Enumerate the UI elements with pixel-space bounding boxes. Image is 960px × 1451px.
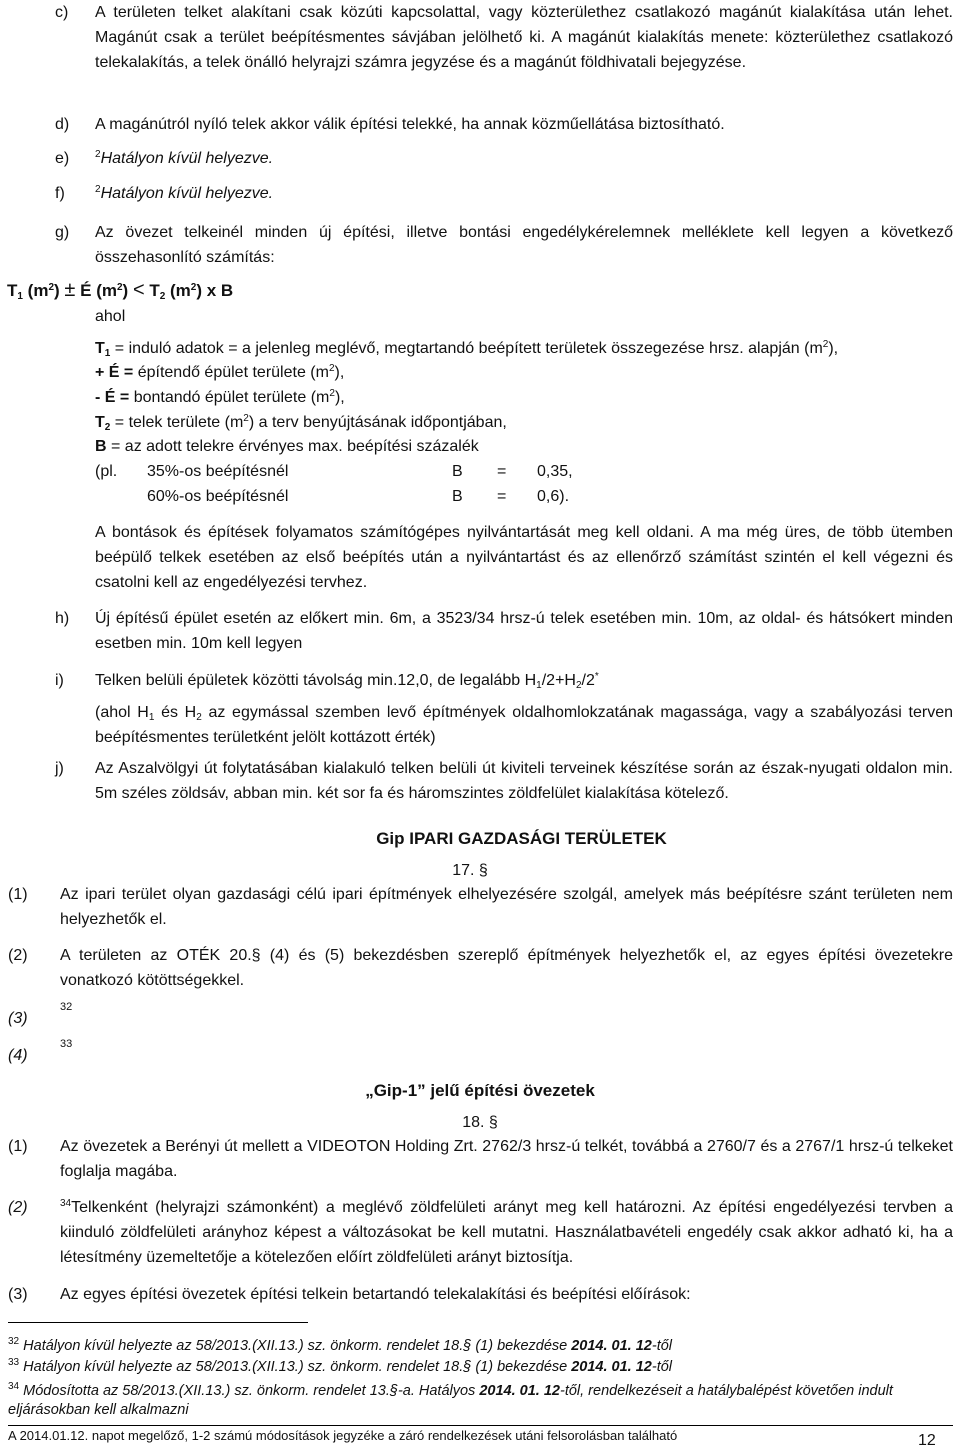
gip-p2-label: (2): [8, 947, 28, 964]
gip1-p1-label: (1): [8, 1138, 28, 1155]
item-d-label: d): [55, 116, 70, 133]
page-number: 12: [918, 1432, 936, 1449]
footnote-33: $^{33}$ Hatályon kívül helyezte az 58/2013.(XII.13.) sz. önkorm. rendelet 18.§ (1) bekezdése 2014. 01. 12-től: [8, 1357, 673, 1375]
gip-p4-label: (4): [8, 1047, 28, 1064]
item-e-text: $^2$Hatályon kívül helyezve.: [95, 149, 274, 167]
ahol-label: ahol: [95, 308, 126, 325]
example-2-desc: 60%-os beépítésnél: [147, 488, 289, 505]
def-t1: $T_1$ = induló adatok = a jelenleg meglévő, megtartandó beépített területek összegezése hrsz. alapján $(m^2)$,: [95, 339, 839, 359]
item-i-paragraph: (ahol $H_1$ és $H_2$ az egymással szemben levő építmények oldalhomlokzatának magassága, vagy a szabályozási terven beépítésmentes területként jelölt kottázott érték): [95, 704, 954, 746]
footer-note: A 2014.01.12. napot megelőző, 1-2 számú módosítások jegyzéke a záró rendelkezések utáni felsorolásban található: [8, 1428, 678, 1443]
section-title-gip1: „Gip-1” jelű építési övezetek: [365, 1081, 595, 1100]
example-1-eq: =: [497, 463, 507, 480]
gip-p1-label: (1): [8, 886, 28, 903]
item-i-label: i): [55, 672, 64, 689]
item-g-label: g): [55, 224, 70, 241]
item-d-text: A magánútról nyíló telek akkor válik építési telekké, ha annak közműellátása biztosítható.: [95, 116, 725, 133]
comparison-formula: $T_1$ $(m^2)$ ± É $(m^2) < T_2$ $(m^2)$ x B: [7, 279, 234, 302]
gip1-p3-text: Az egyes építési övezetek építési telkein betartandó telekalakítási és beépítési előírások:: [60, 1286, 691, 1303]
item-h-label: h): [55, 610, 70, 627]
gip1-p2-label: (2): [8, 1199, 28, 1216]
item-g-paragraph: A bontások és építések folyamatos számítógépes nyilvántartását meg kell oldani. A ma még üres, de több ütemben beépülő telkek esetében az első beépítés után a nyilvántartást és az ellenőrző számítást szintén el kell végezni és csatolni kell az engedélyezési tervhez.: [95, 524, 953, 591]
gip1-p3-label: (3): [8, 1286, 28, 1303]
item-i-text: Telken belüli épületek közötti távolság min.12,0, de legalább $H_1/2+H_2/2^*$: [95, 671, 599, 691]
gip1-p1-text: Az övezetek a Berényi út mellett a VIDEOTON Holding Zrt. 2762/3 hrsz-ú telkét, továbbá a 2760/7 és a 2767/1 hrsz-ú telkeket foglalja magába.: [60, 1138, 953, 1180]
def-minus-e: - É = bontandó épület területe $(m^2)$,: [95, 388, 345, 406]
example-2-eq: =: [497, 488, 507, 505]
section-number-18: 18. §: [462, 1114, 498, 1131]
gip-p4-footnote-ref: 33: [60, 1038, 73, 1050]
item-j-label: j): [55, 760, 64, 777]
item-f-label: f): [55, 185, 65, 202]
item-c-text: A területen telket alakítani csak közúti kapcsolattal, vagy közterülethez csatlakozó magánút kialakítása után lehet. Magánút csak a terület beépítésmentes sávjában jelölhető ki. A magánút kialakítás menete: közterülethez csatlakozó telekalakítás, a telek önálló helyrajzi számra jegyzése és a magánút földhivatali bejegyzése.: [95, 4, 953, 71]
footer-rule: [8, 1425, 953, 1426]
item-e-label: e): [55, 150, 70, 167]
item-h-text: Új építésű épület esetén az előkert min. 6m, a 3523/34 hrsz-ú telek esetében min. 10m, az oldal- és hátsókert minden esetben min. 10m kell legyen: [95, 610, 953, 652]
item-g-text: Az övezet telkeinél minden új építési, illetve bontási engedélykérelemnek melléklete kell legyen a következő összehasonlító számítás:: [95, 224, 953, 266]
example-1-b: B: [452, 463, 463, 480]
gip-p3-footnote-ref: 32: [60, 1001, 73, 1013]
section-title-gip: Gip IPARI GAZDASÁGI TERÜLETEK: [376, 829, 667, 848]
gip-p1-text: Az ipari terület olyan gazdasági célú ipari építmények elhelyezésére szolgál, amelyek más beépítésre szánt területen nem helyezhetők el.: [60, 886, 953, 928]
def-t2: $T_2$ = telek területe $(m^2)$ a terv benyújtásának időpontjában,: [95, 413, 507, 433]
gip1-p2-text: $^{34}$Telkenként (helyrajzi számonként) a meglévő zöldfelületi arányt meg kell határozni. Az építési engedélyezési tervben a kiinduló zöldfelületi arányhoz képest a változásokat be kell mutatni. Használatbavételi engedély csak akkor adható ki, ha a létesítmény üzemeltetője a kötelezően előírt zöldfelületi arányt biztosítja.: [60, 1198, 953, 1266]
section-number-17: 17. §: [452, 862, 488, 879]
gip-p2-text: A területen az OTÉK 20.§ (4) és (5) bekezdésben szereplő építmények helyezhetők el, az egyes építési övezetekre vonatkozó kötöttségekkel.: [60, 947, 953, 989]
example-2-b: B: [452, 488, 463, 505]
example-1-pl: (pl.: [95, 463, 118, 480]
example-1-val: 0,35,: [537, 463, 573, 480]
example-1-desc: 35%-os beépítésnél: [147, 463, 289, 480]
footnote-34: $^{34}$ Módosította az 58/2013.(XII.13.) sz. önkorm. rendelet 13.§-a. Hatályos 2014. 01. 12-től, rendelkezéseit a hatálybalépést követően indult eljárásokban kell alkalmazni: [8, 1381, 893, 1418]
footnote-32: $^{32}$ Hatályon kívül helyezte az 58/2013.(XII.13.) sz. önkorm. rendelet 18.§ (1) bekezdése 2014. 01. 12-től: [8, 1336, 673, 1354]
example-2-val: 0,6).: [537, 488, 570, 505]
gip-p3-label: (3): [8, 1010, 28, 1027]
footnote-separator: [8, 1322, 308, 1323]
def-plus-e: + É = építendő épület területe $(m^2)$,: [95, 363, 345, 381]
item-f-text: $^2$Hatályon kívül helyezve.: [95, 184, 274, 202]
item-j-text: Az Aszalvölgyi út folytatásában kialakuló telken belüli út kiviteli terveinek készítése során az észak-nyugati oldalon min. 5m széles zöldsáv, abban min. két sor fa és háromszintes zöldfelület kialakítása kötelező.: [95, 760, 953, 802]
def-b: B = az adott telekre érvényes max. beépítési százalék: [95, 438, 479, 455]
item-c-label: c): [55, 4, 69, 21]
